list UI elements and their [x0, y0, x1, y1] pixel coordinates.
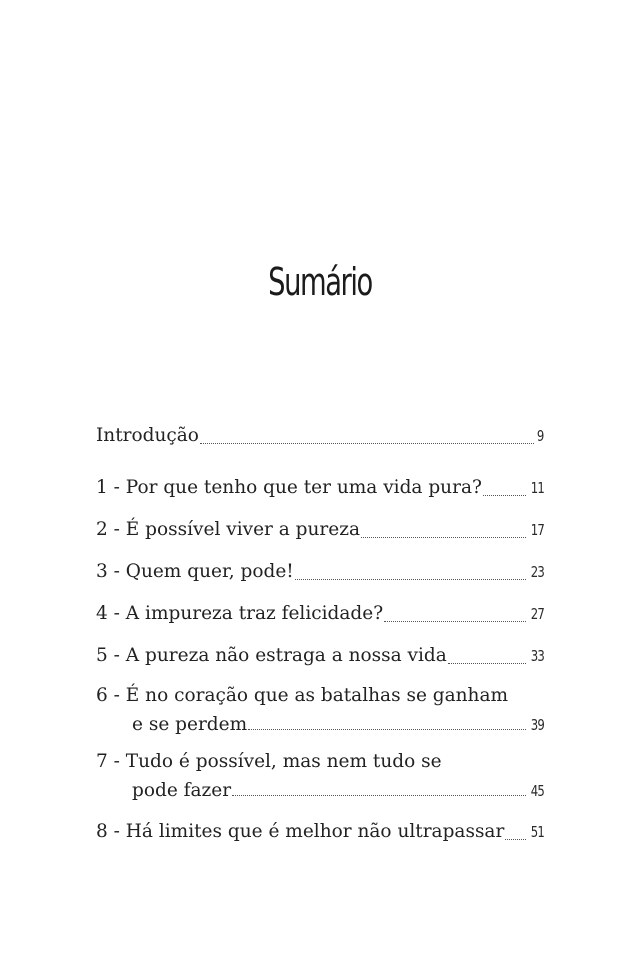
dot-leader	[483, 495, 526, 496]
toc-entry-label: 2 - É possível viver a pureza	[96, 519, 360, 540]
dot-leader	[232, 795, 526, 796]
toc-entry-8	[96, 814, 544, 850]
dot-leader	[361, 537, 526, 538]
toc-entry-introduction	[96, 418, 544, 454]
table-of-contents	[96, 418, 544, 850]
toc-entry-label-continued: e se perdem	[132, 714, 248, 735]
toc-entry-7	[96, 748, 544, 806]
toc-page-number: 39	[530, 716, 544, 734]
toc-entry-label: 8 - Há limites que é melhor não ultrapassar	[96, 821, 505, 842]
toc-entry-label: 1 - Por que tenho que ter uma vida pura?	[96, 477, 482, 498]
page-title: Sumário	[268, 260, 372, 304]
toc-entry-label: 5 - A pureza não estraga a nossa vida	[96, 645, 447, 666]
toc-entry-3	[96, 554, 544, 590]
dot-leader	[200, 443, 535, 444]
dot-leader	[505, 839, 526, 840]
toc-entry-6	[96, 682, 544, 740]
toc-entry-label: 3 - Quem quer, pode!	[96, 561, 294, 582]
dot-leader	[248, 729, 526, 730]
toc-page-number: 51	[530, 823, 544, 841]
dot-leader	[384, 621, 526, 622]
toc-entry-label: Introdução	[96, 425, 199, 446]
toc-entry-label: 6 - É no coração que as batalhas se ganham	[96, 685, 509, 706]
toc-entry-1	[96, 470, 544, 506]
dot-leader	[448, 663, 526, 664]
toc-entry-label: 7 - Tudo é possível, mas nem tudo se	[96, 751, 442, 772]
toc-entry-2	[96, 512, 544, 548]
toc-page-number: 9	[537, 427, 544, 445]
toc-page-number: 23	[530, 563, 544, 581]
toc-entry-5	[96, 638, 544, 674]
toc-entry-label-continued: pode fazer	[132, 780, 232, 801]
toc-page-number: 11	[530, 479, 544, 497]
toc-page-number: 27	[530, 605, 544, 623]
toc-entry-4	[96, 596, 544, 632]
toc-page-number: 33	[530, 647, 544, 665]
toc-page-number: 17	[530, 521, 544, 539]
dot-leader	[295, 579, 526, 580]
toc-page-number: 45	[530, 782, 544, 800]
toc-entry-label: 4 - A impureza traz felicidade?	[96, 603, 384, 624]
